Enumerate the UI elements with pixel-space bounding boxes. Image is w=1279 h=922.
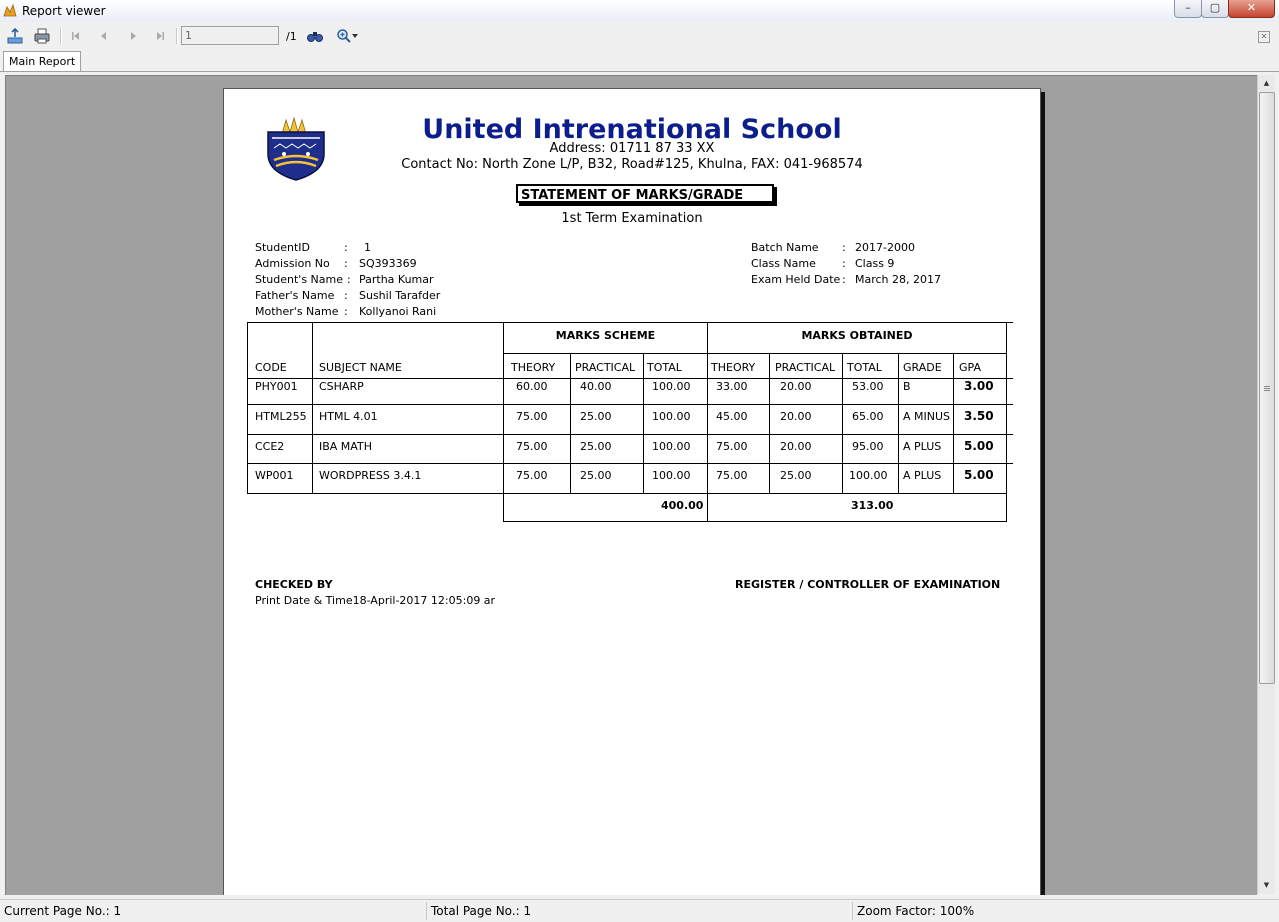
- cell-obtained-theory: 75.00: [716, 440, 748, 453]
- close-document-button[interactable]: ✕: [1258, 31, 1270, 43]
- cell-scheme-practical: 25.00: [580, 440, 612, 453]
- cell-scheme-total: 100.00: [652, 380, 691, 393]
- info-label-mother-name: Mother's Name: [255, 305, 339, 318]
- export-button[interactable]: [5, 26, 25, 46]
- register-label: REGISTER / CONTROLLER OF EXAMINATION: [735, 578, 1001, 591]
- cell-gpa: 5.00: [964, 468, 994, 482]
- cell-gpa: 3.00: [964, 379, 994, 393]
- cell-obtained-practical: 20.00: [780, 440, 812, 453]
- zoom-button[interactable]: [333, 26, 361, 46]
- toolbar-separator: [60, 28, 62, 44]
- export-icon: [6, 27, 24, 45]
- info-value-student-name: Partha Kumar: [359, 273, 434, 286]
- zoom-icon: [336, 28, 352, 44]
- cell-grade: A PLUS: [903, 440, 942, 453]
- cell-obtained-total: 95.00: [852, 440, 884, 453]
- status-current-page: Current Page No.: 1: [4, 904, 122, 918]
- school-contact: Contact No: North Zone L/P, B32, Road#125, Khulna, FAX: 041-968574: [401, 157, 863, 172]
- toolbar-separator: [176, 28, 178, 44]
- minimize-button[interactable]: –: [1174, 0, 1202, 18]
- statement-title: STATEMENT OF MARKS/GRADE: [516, 184, 774, 203]
- header-marks-scheme: MARKS SCHEME: [555, 329, 656, 342]
- print-button[interactable]: [32, 26, 52, 46]
- cell-code: CCE2: [255, 440, 285, 453]
- info-colon: :: [344, 257, 348, 270]
- column-header: TOTAL: [847, 361, 882, 374]
- column-header: THEORY: [511, 361, 556, 374]
- last-page-icon: [155, 31, 165, 41]
- find-button[interactable]: [305, 26, 325, 46]
- info-label-father-name: Father's Name: [255, 289, 335, 302]
- status-total-page: Total Page No.: 1: [431, 904, 532, 918]
- info-colon: :: [344, 305, 348, 318]
- cell-obtained-practical: 20.00: [780, 380, 812, 393]
- cell-scheme-practical: 40.00: [580, 380, 612, 393]
- printer-icon: [33, 27, 51, 45]
- cell-gpa: 5.00: [964, 439, 994, 453]
- cell-obtained-total: 53.00: [852, 380, 884, 393]
- next-page-button[interactable]: [123, 26, 143, 46]
- status-bar: [0, 899, 1279, 922]
- info-label-exam-date: Exam Held Date: [751, 273, 841, 286]
- cell-scheme-total: 100.00: [652, 469, 691, 482]
- column-header: PRACTICAL: [575, 361, 636, 374]
- report-page: [223, 88, 1041, 895]
- info-value-batch: 2017-2000: [855, 241, 915, 254]
- cell-scheme-theory: 60.00: [516, 380, 548, 393]
- total-scheme: 400.00: [661, 499, 704, 512]
- info-label-batch: Batch Name: [751, 241, 819, 254]
- column-header: GRADE: [903, 361, 942, 374]
- cell-subject: HTML 4.01: [319, 410, 378, 423]
- vertical-scrollbar[interactable]: [1257, 75, 1275, 894]
- total-obtained: 313.00: [851, 499, 894, 512]
- checked-by-label: CHECKED BY: [255, 578, 333, 591]
- column-header: THEORY: [711, 361, 756, 374]
- info-colon: :: [842, 241, 846, 254]
- cell-scheme-practical: 25.00: [580, 469, 612, 482]
- info-value-mother-name: Kollyanoi Rani: [359, 305, 437, 318]
- cell-obtained-theory: 75.00: [716, 469, 748, 482]
- cell-grade: B: [903, 380, 911, 393]
- binoculars-icon: [307, 29, 323, 43]
- first-page-icon: [71, 31, 81, 41]
- cell-code: PHY001: [255, 380, 298, 393]
- print-date: Print Date & Time18-April-2017 12:05:09 ar: [255, 594, 496, 607]
- cell-scheme-practical: 25.00: [580, 410, 612, 423]
- column-header: CODE: [255, 361, 287, 374]
- info-colon: :: [347, 273, 351, 286]
- info-label-student-id: StudentID: [255, 241, 311, 254]
- cell-scheme-theory: 75.00: [516, 410, 548, 423]
- info-colon: :: [842, 273, 846, 286]
- status-zoom: Zoom Factor: 100%: [857, 904, 975, 918]
- info-value-admission: SQ393369: [359, 257, 417, 270]
- cell-scheme-theory: 75.00: [516, 469, 548, 482]
- info-label-student-name: Student's Name: [255, 273, 344, 286]
- close-button[interactable]: ✕: [1228, 0, 1275, 18]
- cell-obtained-practical: 20.00: [780, 410, 812, 423]
- window-title: Report viewer: [22, 4, 106, 18]
- title-bar: [0, 0, 1279, 23]
- cell-subject: WORDPRESS 3.4.1: [319, 469, 422, 482]
- info-value-class: Class 9: [855, 257, 895, 270]
- cell-obtained-theory: 45.00: [716, 410, 748, 423]
- cell-obtained-practical: 25.00: [780, 469, 812, 482]
- cell-code: WP001: [255, 469, 294, 482]
- header-marks-obtained: MARKS OBTAINED: [801, 329, 913, 342]
- tab-underline: [0, 71, 1279, 72]
- last-page-button[interactable]: [150, 26, 170, 46]
- info-label-class: Class Name: [751, 257, 816, 270]
- page-total-label: /1: [286, 30, 297, 43]
- cell-scheme-total: 100.00: [652, 410, 691, 423]
- column-header: GPA: [959, 361, 981, 374]
- cell-subject: CSHARP: [319, 380, 364, 393]
- scroll-up-icon[interactable]: ▲: [1263, 79, 1270, 87]
- column-header: TOTAL: [647, 361, 682, 374]
- info-colon: :: [344, 289, 348, 302]
- cell-obtained-theory: 33.00: [716, 380, 748, 393]
- info-value-father-name: Sushil Tarafder: [359, 289, 441, 302]
- scrollbar-thumb[interactable]: [1259, 92, 1275, 684]
- exam-term: 1st Term Examination: [561, 211, 703, 226]
- report-viewport: [5, 75, 1257, 895]
- first-page-button[interactable]: [66, 26, 86, 46]
- column-header: SUBJECT NAME: [319, 361, 402, 374]
- school-address: Address: 01711 87 33 XX: [549, 141, 715, 156]
- next-page-icon: [128, 31, 138, 41]
- chevron-down-icon: [352, 34, 358, 38]
- school-name: United Intrenational School: [422, 114, 842, 145]
- cell-obtained-total: 65.00: [852, 410, 884, 423]
- cell-scheme-total: 100.00: [652, 440, 691, 453]
- app-icon: [3, 3, 17, 17]
- info-colon: :: [842, 257, 846, 270]
- cell-code: HTML255: [255, 410, 307, 423]
- scroll-down-icon[interactable]: ▼: [1263, 881, 1270, 889]
- previous-page-icon: [99, 31, 109, 41]
- cell-grade: A MINUS: [903, 410, 951, 423]
- cell-subject: IBA MATH: [319, 440, 372, 453]
- info-value-student-id: 1: [364, 241, 371, 254]
- cell-gpa: 3.50: [964, 409, 994, 423]
- tab-main-report[interactable]: Main Report: [3, 51, 81, 72]
- previous-page-button[interactable]: [94, 26, 114, 46]
- info-value-exam-date: March 28, 2017: [855, 273, 942, 286]
- page-number-input[interactable]: [181, 26, 279, 45]
- cell-grade: A PLUS: [903, 469, 942, 482]
- column-header: PRACTICAL: [775, 361, 836, 374]
- cell-scheme-theory: 75.00: [516, 440, 548, 453]
- maximize-button[interactable]: ▢: [1201, 0, 1229, 18]
- cell-obtained-total: 100.00: [849, 469, 888, 482]
- info-colon: :: [344, 241, 348, 254]
- info-label-admission: Admission No: [255, 257, 330, 270]
